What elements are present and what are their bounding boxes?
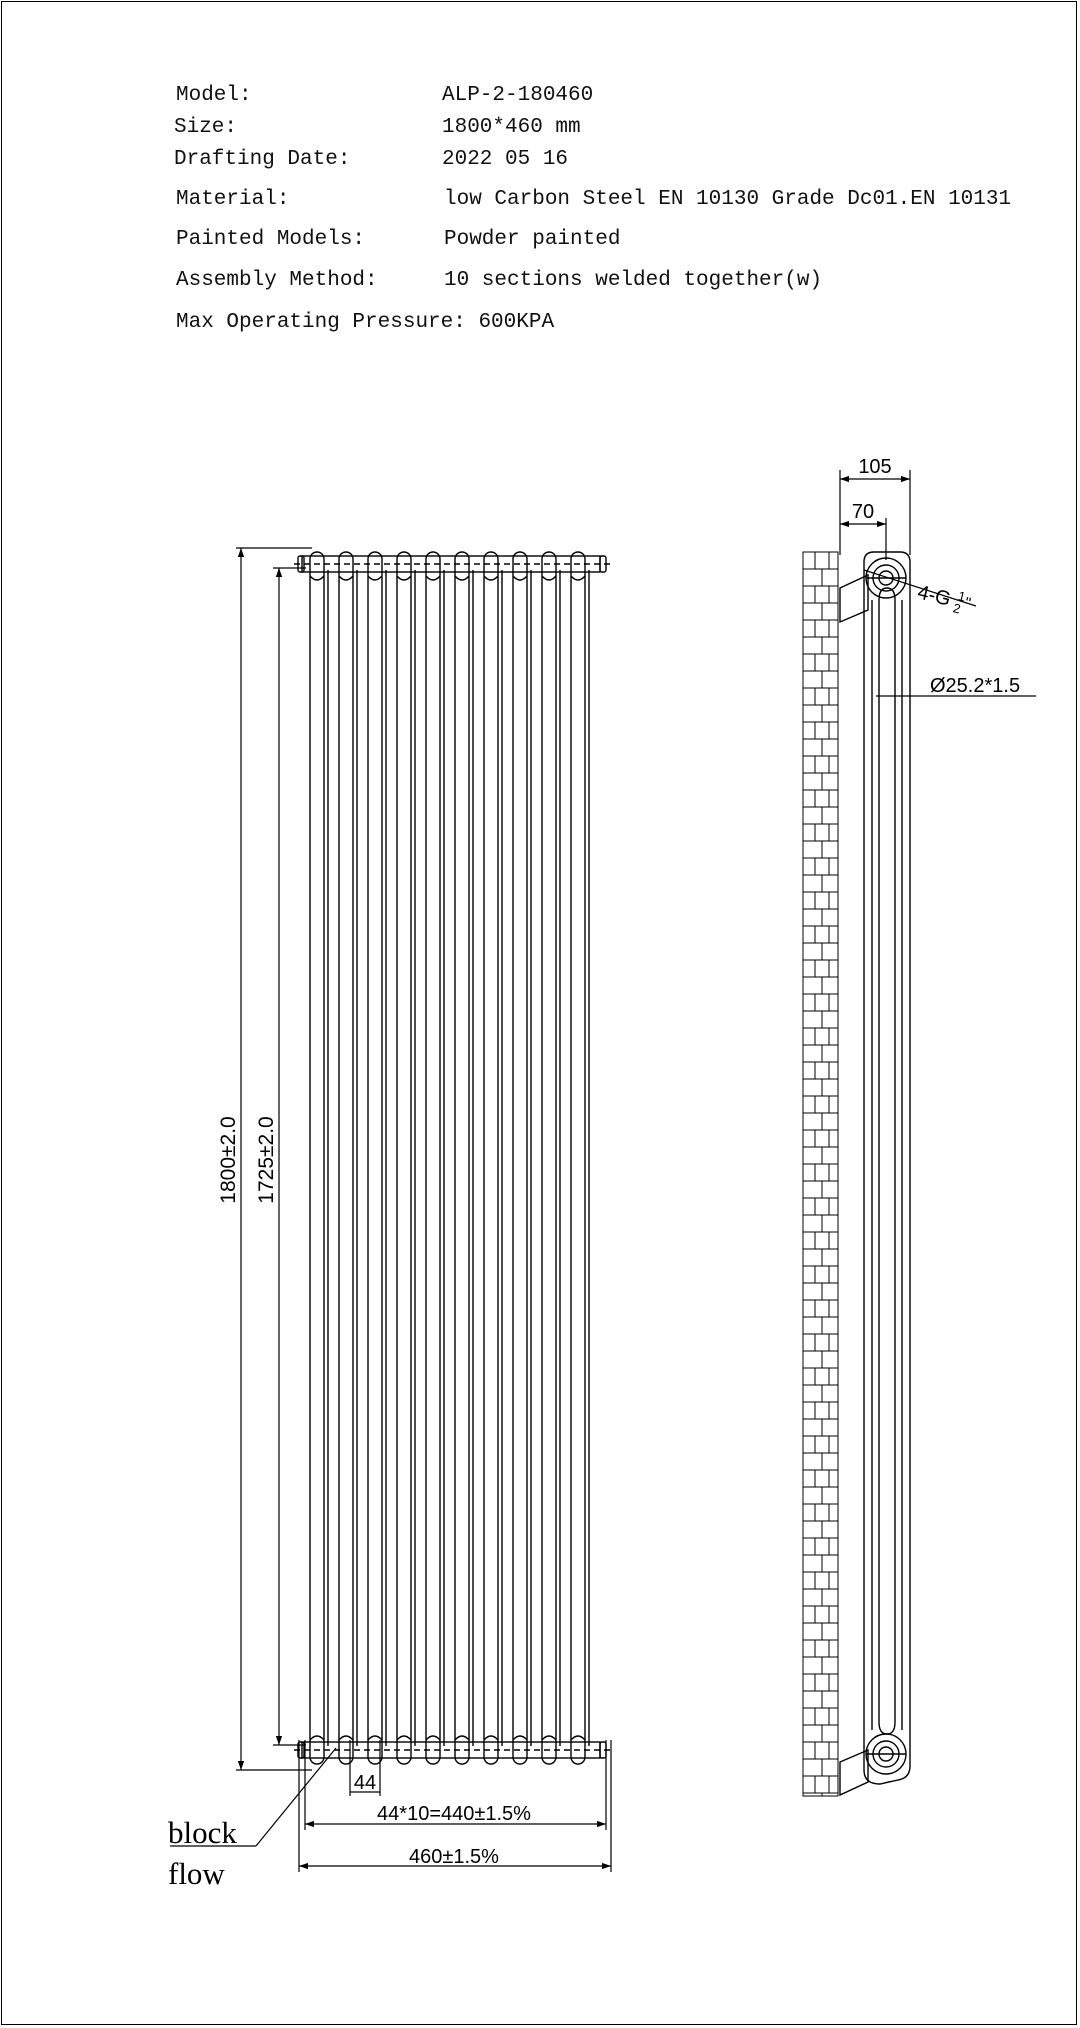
block-flow-leader [256, 1748, 336, 1846]
radiator-column [397, 552, 411, 1764]
radiator-column [310, 552, 324, 1764]
max-pressure-line: Max Operating Pressure: 600KPA [176, 311, 555, 334]
front-dimensions [170, 548, 611, 1872]
thread-suffix: " [962, 594, 973, 613]
offset-dim-text: 70 [851, 501, 875, 523]
radiator-column [426, 552, 440, 1764]
thread-label [915, 578, 974, 618]
radiator-column [513, 552, 527, 1764]
brick-wall [803, 552, 838, 1796]
radiator-column [542, 552, 556, 1764]
assembly-method-value: 10 sections welded together(w) [444, 269, 823, 292]
column-profile [864, 552, 910, 1784]
pitch-dim-text: 44 [353, 1772, 377, 1794]
column-neck [484, 576, 498, 1740]
column-neck [368, 576, 382, 1740]
size-value: 1800*460 mm [442, 116, 581, 139]
material-label: Material: [176, 188, 290, 211]
material-value: low Carbon Steel EN 10130 Grade Dc01.EN 10131 [444, 188, 1012, 211]
side-dimension-text [852, 456, 1020, 697]
depth-dim-text: 105 [858, 456, 892, 478]
flow-note: flow [168, 1856, 225, 1891]
painted-models-label: Painted Models: [176, 228, 366, 251]
tube-dim-text: Ø25.2*1.5 [930, 675, 1021, 697]
size-label: Size: [174, 116, 238, 139]
thread-fraction-num: 1 [956, 588, 968, 605]
thread-fraction-den: 2 [951, 600, 963, 617]
drafting-date-label: Drafting Date: [174, 148, 351, 171]
radiator-column [484, 552, 498, 1764]
column-neck [426, 576, 440, 1740]
block-note: block [168, 1815, 237, 1850]
radiator-column [339, 552, 353, 1764]
column-neck [571, 576, 585, 1740]
front-view [294, 552, 610, 1764]
assembly-method-label: Assembly Method: [176, 269, 378, 292]
model-label: Model: [176, 84, 252, 107]
model-value: ALP-2-180460 [442, 84, 594, 107]
radiator-column [455, 552, 469, 1764]
inner-tube [879, 588, 895, 1734]
height-dim-text: 1800±2.0 [217, 1116, 240, 1204]
radiator-column [368, 552, 382, 1764]
thread-prefix: 4-G [915, 581, 954, 611]
painted-models-value: Powder painted [444, 228, 621, 251]
column-neck [310, 576, 324, 1740]
column-neck [397, 576, 411, 1740]
width-dim-text: 460±1.5% [409, 1846, 499, 1868]
column-neck [542, 576, 556, 1740]
centers-dim-text: 1725±2.0 [255, 1116, 278, 1204]
column-neck [339, 576, 353, 1740]
column-neck [513, 576, 527, 1740]
radiator-column [571, 552, 585, 1764]
sections-dim-text: 44*10=440±1.5% [377, 1803, 531, 1825]
column-neck [455, 576, 469, 1740]
side-view [840, 552, 910, 1795]
drafting-date-value: 2022 05 16 [442, 148, 569, 171]
